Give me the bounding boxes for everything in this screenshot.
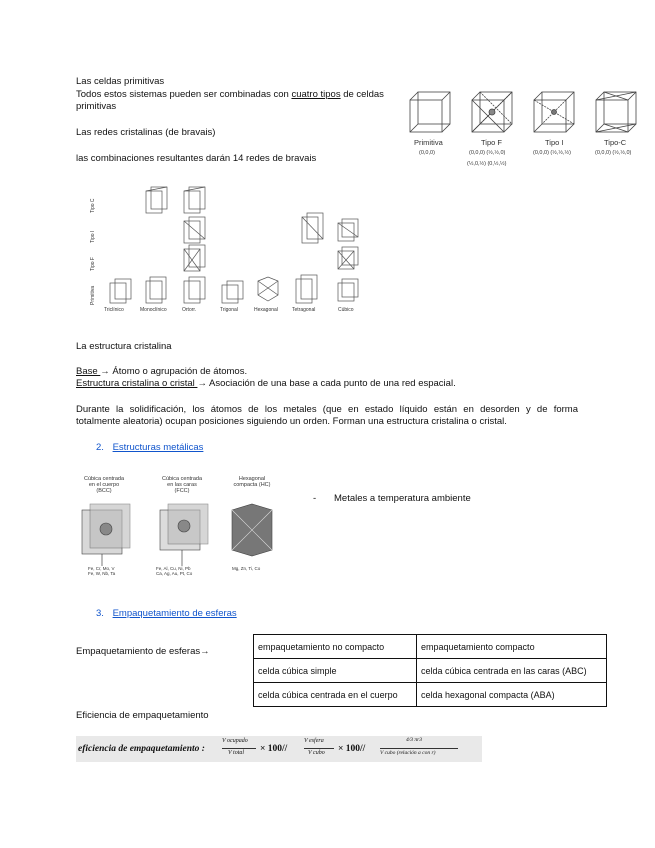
primitive-text-b: de celdas — [340, 89, 384, 100]
formula-num-3: 4/3 πr3 — [406, 737, 423, 743]
formula-times-1: × 100// — [260, 744, 288, 754]
base-def: → Átomo o agrupación de átomos. — [100, 366, 248, 377]
tetragonal-i — [302, 213, 323, 243]
bullet-dash: - — [313, 493, 317, 504]
tetragonal-primitive — [296, 275, 317, 303]
formula-num-2: V esfera — [304, 738, 324, 744]
cubic-i — [338, 219, 358, 241]
cell-types-figure — [405, 88, 645, 174]
fcc-metals: Fe, Al, Cu, Ni, Pb Ca, Ag, Au, Pt, Co — [156, 566, 193, 576]
primitive-cells-heading: Las celdas primitivas — [76, 76, 165, 87]
bcc-label: Cúbica centrada en el cuerpo (BCC) — [84, 476, 125, 494]
formula-den-1: V total — [228, 750, 245, 756]
cell-type-name: Tipo-C — [604, 138, 627, 147]
base-term: Base — [76, 366, 101, 377]
system-label: Tetragonal — [292, 307, 316, 313]
table-cell: celda hexagonal compacta (ABA) — [417, 683, 607, 707]
system-label: Ortorr. — [182, 307, 197, 313]
primitive-cells-text-2: primitivas — [76, 101, 117, 112]
section-3-number: 3. — [96, 608, 104, 619]
formula-den-2: V cubo — [308, 750, 325, 756]
crystal-definition — [76, 378, 456, 390]
cubic-primitive — [338, 279, 358, 301]
packing-label: Empaquetamiento de esferas→ — [76, 646, 210, 657]
orthorhombic-i — [184, 217, 205, 243]
cell-type-name: Tipo F — [481, 138, 502, 147]
four-types-link[interactable]: cuatro tipos — [291, 89, 341, 100]
section-2-number: 2. — [96, 442, 104, 453]
metallic-structures-figure — [76, 474, 286, 580]
hexagonal-primitive — [258, 277, 278, 301]
formula-bar-3 — [380, 748, 458, 749]
system-label: Hexagonal — [254, 307, 278, 313]
row-label: Tipo F — [90, 257, 96, 271]
orthorhombic-c — [184, 187, 205, 213]
table-row — [254, 683, 607, 707]
bravais-drawing — [86, 183, 362, 325]
bravais-lattices-figure — [86, 183, 362, 325]
type-i-cell-icon — [534, 92, 574, 132]
row-label: Tipo C — [90, 198, 96, 213]
bcc-metals: Fe, Cr, Mo, V Fe, W, Nb, Ta — [88, 566, 116, 576]
table-cell: celda cúbica centrada en las caras (ABC) — [417, 659, 607, 683]
bcc-cell — [82, 504, 130, 554]
table-cell: empaquetamiento compacto — [417, 635, 607, 659]
efficiency-heading: Eficiencia de empaquetamiento — [76, 710, 209, 721]
orthorhombic-f — [184, 245, 205, 271]
formula-lhs: eficiencia de empaquetamiento : — [78, 744, 205, 754]
cell-type-name: Primitiva — [414, 138, 443, 147]
cubic-f — [338, 247, 358, 269]
primitive-cells-text — [76, 89, 384, 101]
table-row — [254, 659, 607, 683]
type-c-cell-icon — [596, 92, 636, 132]
cell-type-coords: (0,0,0) (½,½,½) — [533, 150, 571, 156]
orthorhombic-primitive — [184, 277, 205, 303]
system-label: Trigonal — [220, 307, 238, 313]
section-2-title[interactable]: Estructuras metálicas — [112, 442, 204, 453]
system-label: Cúbico — [338, 307, 354, 313]
structure-para-1: Durante la solidificación, los átomos de los metales (que en estado líquido están en desorden y de forma — [76, 404, 578, 415]
formula-num-1: V ocupado — [222, 738, 248, 744]
triclinic-primitive — [110, 279, 131, 303]
primitive-cell-icon — [410, 92, 450, 132]
cell-type-coords: (0,0,0) (½,½,0) — [469, 150, 506, 156]
system-label: Monoclínico — [140, 307, 167, 313]
system-label: Triclínico — [104, 307, 124, 313]
base-definition — [76, 366, 247, 378]
section-3-heading[interactable] — [96, 608, 237, 620]
crystal-def: → Asociación de una base a cada punto de una red espacial. — [197, 378, 456, 389]
cell-type-coords: (½,0,½) (0,½,½) — [467, 161, 507, 167]
hcp-metals: Mg, Zn, Ti, Co — [232, 566, 261, 571]
structure-para-2: totalmente aleatoria) ocupan posiciones siguiendo un orden. Forman una estructura cristalina o cristal. — [76, 416, 507, 427]
fcc-label: Cúbica centrada en las caras (FCC) — [162, 476, 203, 494]
bravais-heading: Las redes cristalinas (de bravais) — [76, 127, 216, 138]
fcc-cell — [160, 504, 208, 550]
section-2-heading[interactable] — [96, 442, 203, 454]
table-cell: empaquetamiento no compacto — [254, 635, 417, 659]
formula-den-3: V cubo (relación a con r) — [380, 750, 436, 756]
table-cell: celda cúbica simple — [254, 659, 417, 683]
primitive-text-a: Todos estos sistemas pueden ser combinadas con — [76, 89, 292, 100]
bravais-text: las combinaciones resultantes darán 14 redes de bravais — [76, 153, 317, 164]
cell-type-coords: (0,0,0) (½,½,0) — [595, 150, 632, 156]
metals-room-temp: Metales a temperatura ambiente — [334, 493, 471, 504]
monoclinic-primitive — [146, 277, 166, 303]
table-cell: celda cúbica centrada en el cuerpo — [254, 683, 417, 707]
cell-type-coords: (0,0,0) — [419, 150, 435, 156]
hcp-cell — [232, 504, 272, 556]
row-label: Tipo I — [90, 230, 96, 243]
monoclinic-c — [146, 187, 167, 213]
type-f-cell-icon — [472, 92, 512, 132]
row-label: Primitiva — [90, 285, 96, 305]
section-3-title[interactable]: Empaquetamiento de esferas — [112, 608, 237, 619]
hcp-label: Hexagonal compacta (HC) — [233, 476, 271, 488]
cell-type-name: Tipo I — [545, 138, 564, 147]
table-row — [254, 635, 607, 659]
packing-table — [253, 634, 607, 707]
formula-times-2: × 100// — [338, 744, 366, 754]
structure-heading: La estructura cristalina — [76, 341, 172, 352]
crystal-term: Estructura cristalina o cristal — [76, 378, 198, 389]
trigonal-primitive — [222, 281, 243, 303]
formula-bar-1 — [222, 748, 256, 749]
efficiency-formula — [76, 736, 482, 762]
formula-bar-2 — [304, 748, 334, 749]
